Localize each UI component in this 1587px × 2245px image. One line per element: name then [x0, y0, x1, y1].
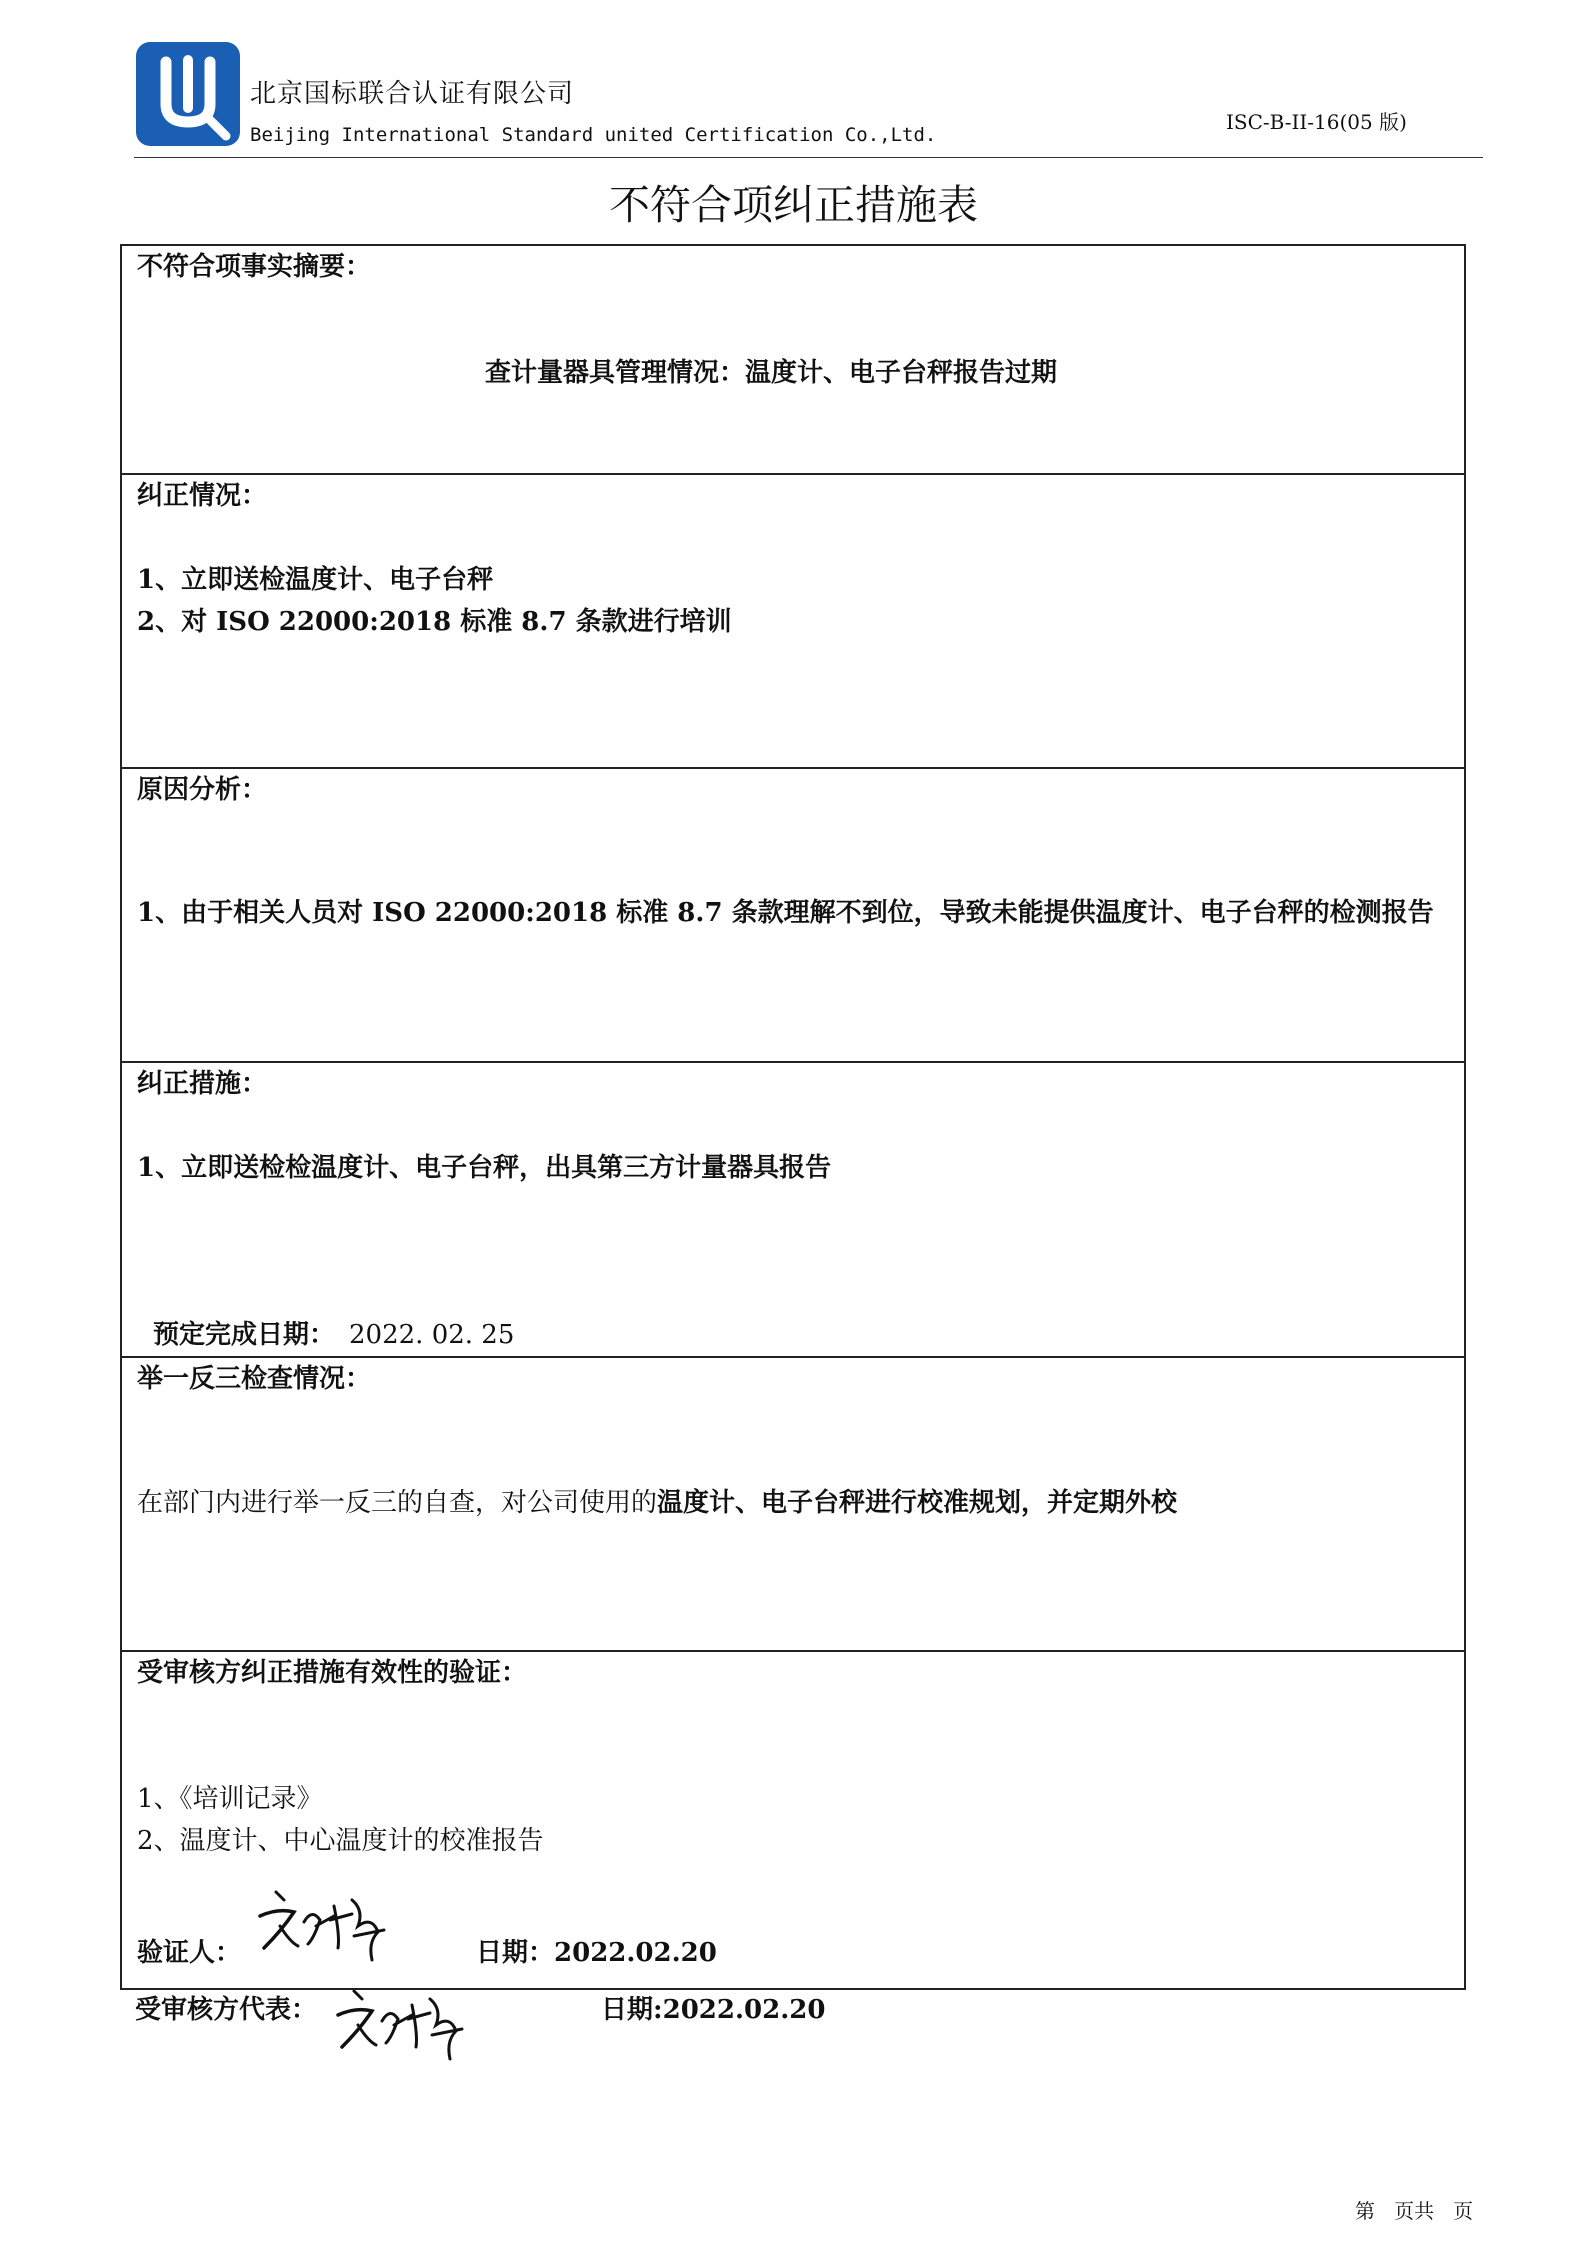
verification-date: 2022.02.20	[554, 1938, 717, 1968]
row-divider	[122, 1061, 1464, 1063]
representative-signature	[332, 1985, 472, 2065]
row-divider	[122, 767, 1464, 769]
planned-date-label: 预定完成日期：	[153, 1320, 336, 1350]
inspection-content	[137, 1486, 1177, 1521]
document-code: ISC-B-II-16(05 版)	[1226, 110, 1407, 134]
verification-date-label	[476, 1936, 717, 1971]
row-divider	[122, 1650, 1464, 1652]
row-divider	[122, 473, 1464, 475]
header-divider	[134, 157, 1483, 158]
cause-label: 原因分析：	[137, 775, 268, 805]
verifier-signature	[254, 1886, 394, 1966]
representative-date-label	[601, 1993, 825, 2028]
representative-date: 2022.02.20	[662, 1995, 826, 2025]
correction-item-1: 1、立即送检温度计、电子台秤	[137, 565, 494, 595]
correction-item-2: 2、对 ISO 22000:2018 标准 8.7 条款进行培训	[137, 607, 732, 637]
measures-content: 1、立即送检检温度计、电子台秤，出具第三方计量器具报告	[137, 1153, 832, 1183]
inspection-label: 举一反三检查情况：	[137, 1364, 372, 1394]
correction-label: 纠正情况：	[137, 481, 268, 511]
verification-label: 受审核方纠正措施有效性的验证：	[137, 1658, 528, 1688]
company-logo	[136, 42, 240, 146]
verification-item-1: 1、《培训记录》	[137, 1784, 323, 1814]
representative-date-caption: 日期:	[601, 1995, 663, 2025]
verification-item-2: 2、温度计、中心温度计的校准报告	[137, 1826, 544, 1856]
row-divider	[122, 1356, 1464, 1358]
measures-label: 纠正措施：	[137, 1069, 268, 1099]
verifier-label: 验证人：	[137, 1938, 242, 1968]
verification-date-caption: 日期：	[476, 1938, 555, 1968]
inspection-content-bold: 温度计、电子台秤进行校准规划，并定期外校	[657, 1488, 1178, 1518]
facts-label: 不符合项事实摘要：	[137, 252, 372, 282]
company-name-cn: 北京国标联合认证有限公司	[250, 79, 575, 109]
corrective-action-table	[120, 244, 1466, 1990]
inspection-content-regular: 在部门内进行举一反三的自查，对公司使用的	[137, 1488, 658, 1518]
planned-date: 2022. 02. 25	[349, 1320, 515, 1350]
cause-content: 1、由于相关人员对 ISO 22000:2018 标准 8.7 条款理解不到位，导致未能提供温度计、电子台秤的检测报告	[137, 898, 1434, 928]
facts-content: 查计量器具管理情况：温度计、电子台秤报告过期	[485, 358, 1058, 388]
form-title: 不符合项纠正措施表	[609, 181, 978, 229]
representative-label: 受审核方代表：	[135, 1995, 318, 2025]
company-name-en: Beijing International Standard united Certification Co.,Ltd.	[250, 124, 937, 146]
page-number: 第 页共 页	[1355, 2199, 1474, 2223]
